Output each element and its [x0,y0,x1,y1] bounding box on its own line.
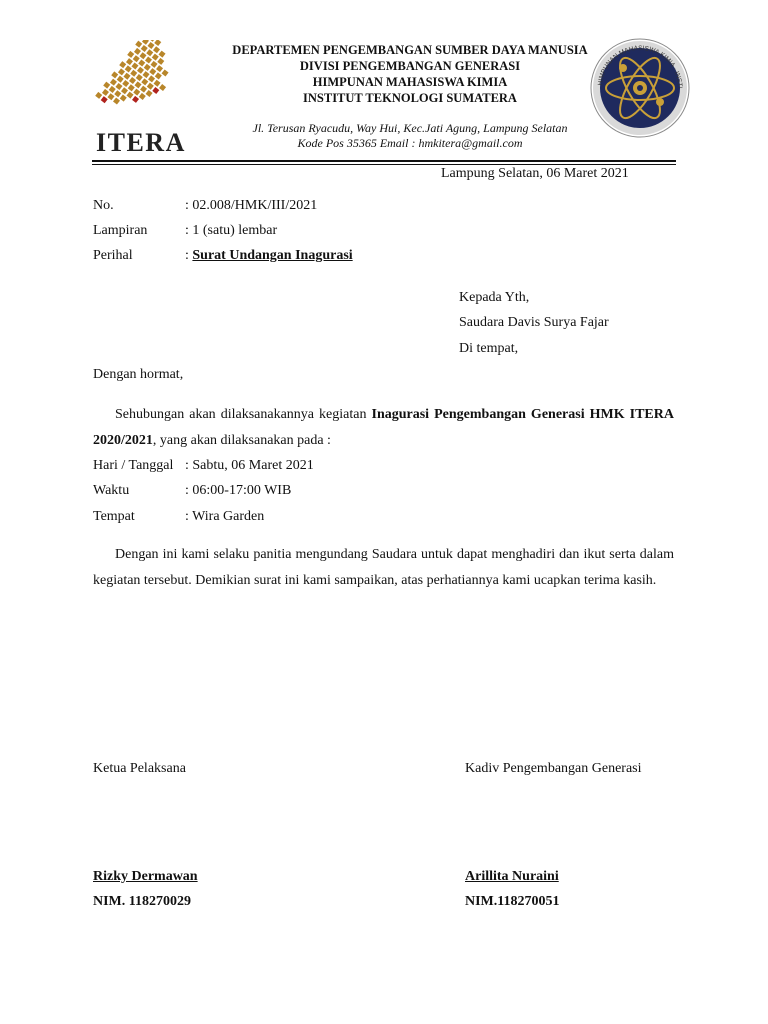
logo-tile [140,86,147,93]
logo-tile [143,71,150,78]
logo-tile [117,76,124,83]
logo-tile [146,90,153,97]
recipient-line-3: Di tempat, [459,341,519,356]
logo-tile [148,75,155,82]
detail-label-place: Tempat [93,509,135,524]
logo-tile [127,51,134,58]
logo-tile [103,82,110,89]
logo-tile [138,60,145,67]
logo-tile [154,40,161,46]
logo-tile [146,49,153,56]
signature-left-name: Rizky Dermawan [93,869,198,884]
logo-tile [101,96,108,103]
logo-tile [151,61,158,68]
signature-left-title: Ketua Pelaksana [93,761,186,776]
event-name: Inagurasi Pengembangan Generasi HMK ITERA 2020/2021 [93,407,674,448]
logo-tile [141,45,148,52]
logo-tile [129,77,136,84]
meta-value-attachment: : 1 (satu) lembar [185,223,278,238]
logo-tile [121,87,128,94]
signature-right-name: Arillita Nuraini [465,869,559,884]
logo-tile [159,84,166,91]
subject-text: Surat Undangan Inagurasi [192,248,353,263]
logo-tile [135,81,142,88]
logo-tile [118,68,125,75]
logo-tile [107,93,114,100]
logo-tile [113,98,120,105]
greeting: Dengan hormat, [93,367,184,382]
itera-logo [94,40,198,158]
header-rule-thick [92,160,676,162]
logo-tile [149,68,156,75]
logo-tile [119,61,126,68]
meta-value-subject [185,247,353,265]
logo-tile [120,95,127,102]
header-line-2: DIVISI PENGEMBANGAN GENERASI [299,59,521,73]
logo-tile [111,71,118,78]
logo-tile [147,42,154,49]
logo-tile [95,92,102,99]
logo-tile [153,46,160,53]
logo-tile [147,83,154,90]
logo-tile [152,54,159,61]
detail-value-place: : Wira Garden [185,509,265,524]
itera-logo-mark [94,40,198,132]
logo-tile [157,58,164,65]
logo-tile [114,90,121,97]
logo-tile [130,70,137,77]
logo-tile [144,64,151,71]
logo-tile [142,40,149,45]
place-date: Lampung Selatan, 06 Maret 2021 [441,166,629,181]
atom-seal-icon [590,38,690,138]
logo-tile [134,48,141,55]
logo-tile [127,92,134,99]
logo-tile [131,62,138,69]
logo-tile [115,83,122,90]
intro-text-pre: Sehubungan akan dilaksanakannya kegiatan [115,407,372,422]
logo-tile [125,65,132,72]
signature-right-nim: NIM.118270051 [465,894,560,909]
logo-tile [102,89,109,96]
logo-tile [162,69,169,76]
logo-tile [109,86,116,93]
logo-tile [139,93,146,100]
logo-tile [145,57,152,64]
subject-colon: : [185,248,193,263]
meta-value-number: : 02.008/HMK/III/2021 [185,198,318,213]
logo-tile [133,89,140,96]
meta-label-subject: Perihal [93,248,133,263]
logo-tile [136,74,143,81]
hmk-seal [590,38,690,138]
recipient-line-1: Kepada Yth, [459,290,530,305]
logo-tile [137,67,144,74]
header-address-1: Jl. Terusan Ryacudu, Way Hui, Kec.Jati Agung, Lampung Selatan [252,121,568,135]
signature-right-title: Kadiv Pengembangan Generasi [465,761,642,776]
logo-tile [110,79,117,86]
detail-value-day: : Sabtu, 06 Maret 2021 [185,458,314,473]
itera-logo-text: ITERA [96,128,186,157]
closing-paragraph: Dengan ini kami selaku panitia mengundang Saudara untuk dapat menghadiri dan ikut serta dalam kegiatan tersebut. Demikian surat ini kami sampaikan, atas perhatiannya kami ucapkan terima kasih. [93,547,674,588]
detail-value-time: : 06:00-17:00 WIB [185,483,292,498]
meta-label-number: No. [93,198,114,213]
logo-tile [155,72,162,79]
logo-tile [123,73,130,80]
detail-label-time: Waktu [93,483,130,498]
meta-label-attachment: Lampiran [93,223,148,238]
seal-text: HIMPUNAN MAHASISWA KIMIA · INSTI [597,44,684,89]
logo-tile [126,58,133,65]
logo-tile [132,96,139,103]
logo-tile [122,80,129,87]
intro-text-post: , yang akan dilaksanakan pada : [152,433,331,448]
logo-tile [152,87,159,94]
header-line-3: HIMPUNAN MAHASISWA KIMIA [312,75,508,89]
logo-tile [159,51,166,58]
logo-tile [135,41,142,48]
signature-left-nim: NIM. 118270029 [93,894,191,909]
header-address-2: Kode Pos 35365 Email : hmkitera@gmail.com [297,136,523,150]
logo-tile [139,52,146,59]
logo-tile [149,40,156,42]
detail-label-day: Hari / Tanggal [93,458,174,473]
logo-tile [128,84,135,91]
intro-paragraph [93,402,674,454]
logo-tile [156,65,163,72]
logo-tile [154,80,161,87]
logo-tile [133,55,140,62]
header-line-4: INSTITUT TEKNOLOGI SUMATERA [303,91,517,105]
recipient-line-2: Saudara Davis Surya Fajar [459,315,609,330]
header-line-1: DEPARTEMEN PENGEMBANGAN SUMBER DAYA MANUSIA [232,43,588,57]
logo-tile [141,78,148,85]
